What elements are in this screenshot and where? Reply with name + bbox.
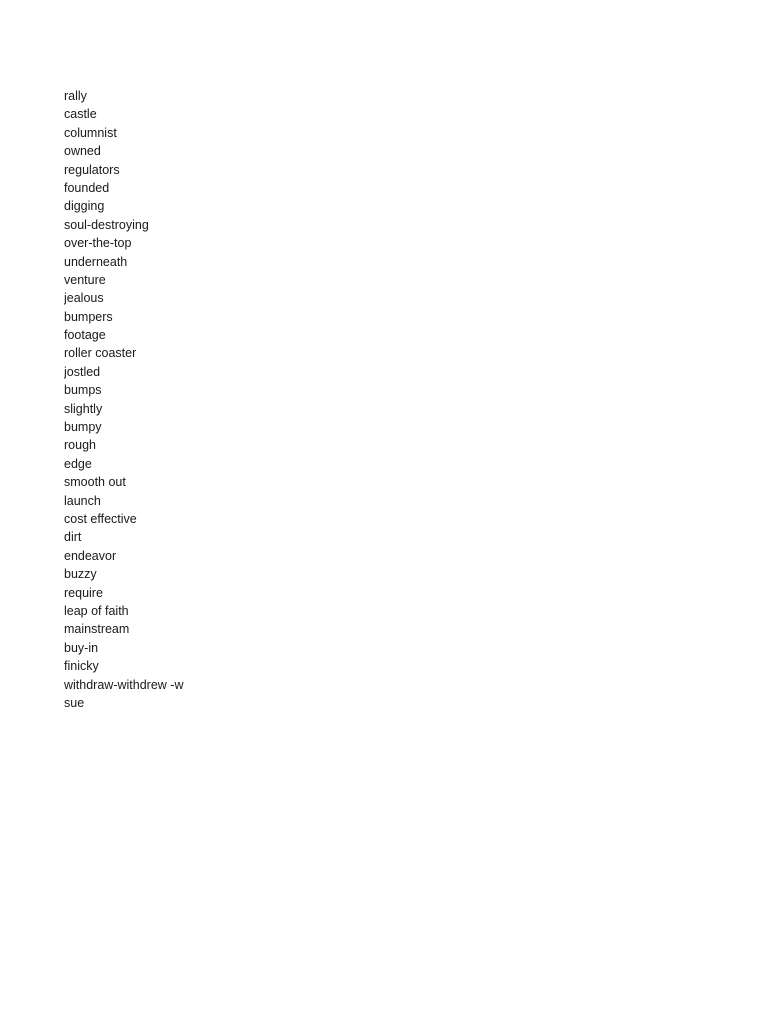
word-cell[interactable]: digging (64, 199, 105, 214)
word-cell[interactable]: smooth out (64, 475, 126, 490)
word-cell[interactable]: over-the-top (64, 236, 132, 251)
word-cell[interactable]: owned (64, 144, 101, 159)
word-cell[interactable]: require (64, 585, 103, 600)
word-cell[interactable]: withdraw-withdrew -w (64, 677, 184, 692)
word-cell[interactable]: roller coaster (64, 346, 137, 361)
word-cell[interactable]: bumpy (64, 420, 102, 435)
word-cell[interactable]: leap of faith (64, 603, 129, 618)
word-cell[interactable]: bumpers (64, 309, 113, 324)
word-cell[interactable]: finicky (64, 659, 99, 674)
word-cell[interactable]: columnist (64, 125, 117, 140)
word-cell[interactable]: jostled (64, 364, 101, 379)
word-cell[interactable]: footage (64, 328, 106, 343)
word-cell[interactable]: underneath (64, 254, 128, 269)
word-cell[interactable]: dirt (64, 530, 82, 545)
word-cell[interactable]: regulators (64, 162, 120, 177)
word-cell[interactable]: sue (64, 695, 85, 710)
word-cell[interactable]: bumps (64, 383, 102, 398)
word-cell[interactable]: jealous (64, 291, 104, 306)
word-column (64, 87, 190, 712)
word-cell[interactable]: cost effective (64, 511, 137, 526)
word-cell[interactable]: founded (64, 180, 110, 195)
word-cell[interactable]: slightly (64, 401, 103, 416)
word-cell[interactable]: buy-in (64, 640, 99, 655)
word-cell[interactable]: edge (64, 456, 92, 471)
word-cell[interactable]: soul-destroying (64, 217, 149, 232)
word-cell[interactable]: buzzy (64, 567, 97, 582)
word-cell[interactable]: rough (64, 438, 96, 453)
word-cell[interactable]: rally (64, 89, 87, 103)
word-cell[interactable]: mainstream (64, 622, 130, 637)
word-cell[interactable]: venture (64, 272, 106, 287)
word-cell[interactable]: castle (64, 107, 97, 122)
word-cell[interactable]: launch (64, 493, 101, 508)
word-cell[interactable]: endeavor (64, 548, 117, 563)
